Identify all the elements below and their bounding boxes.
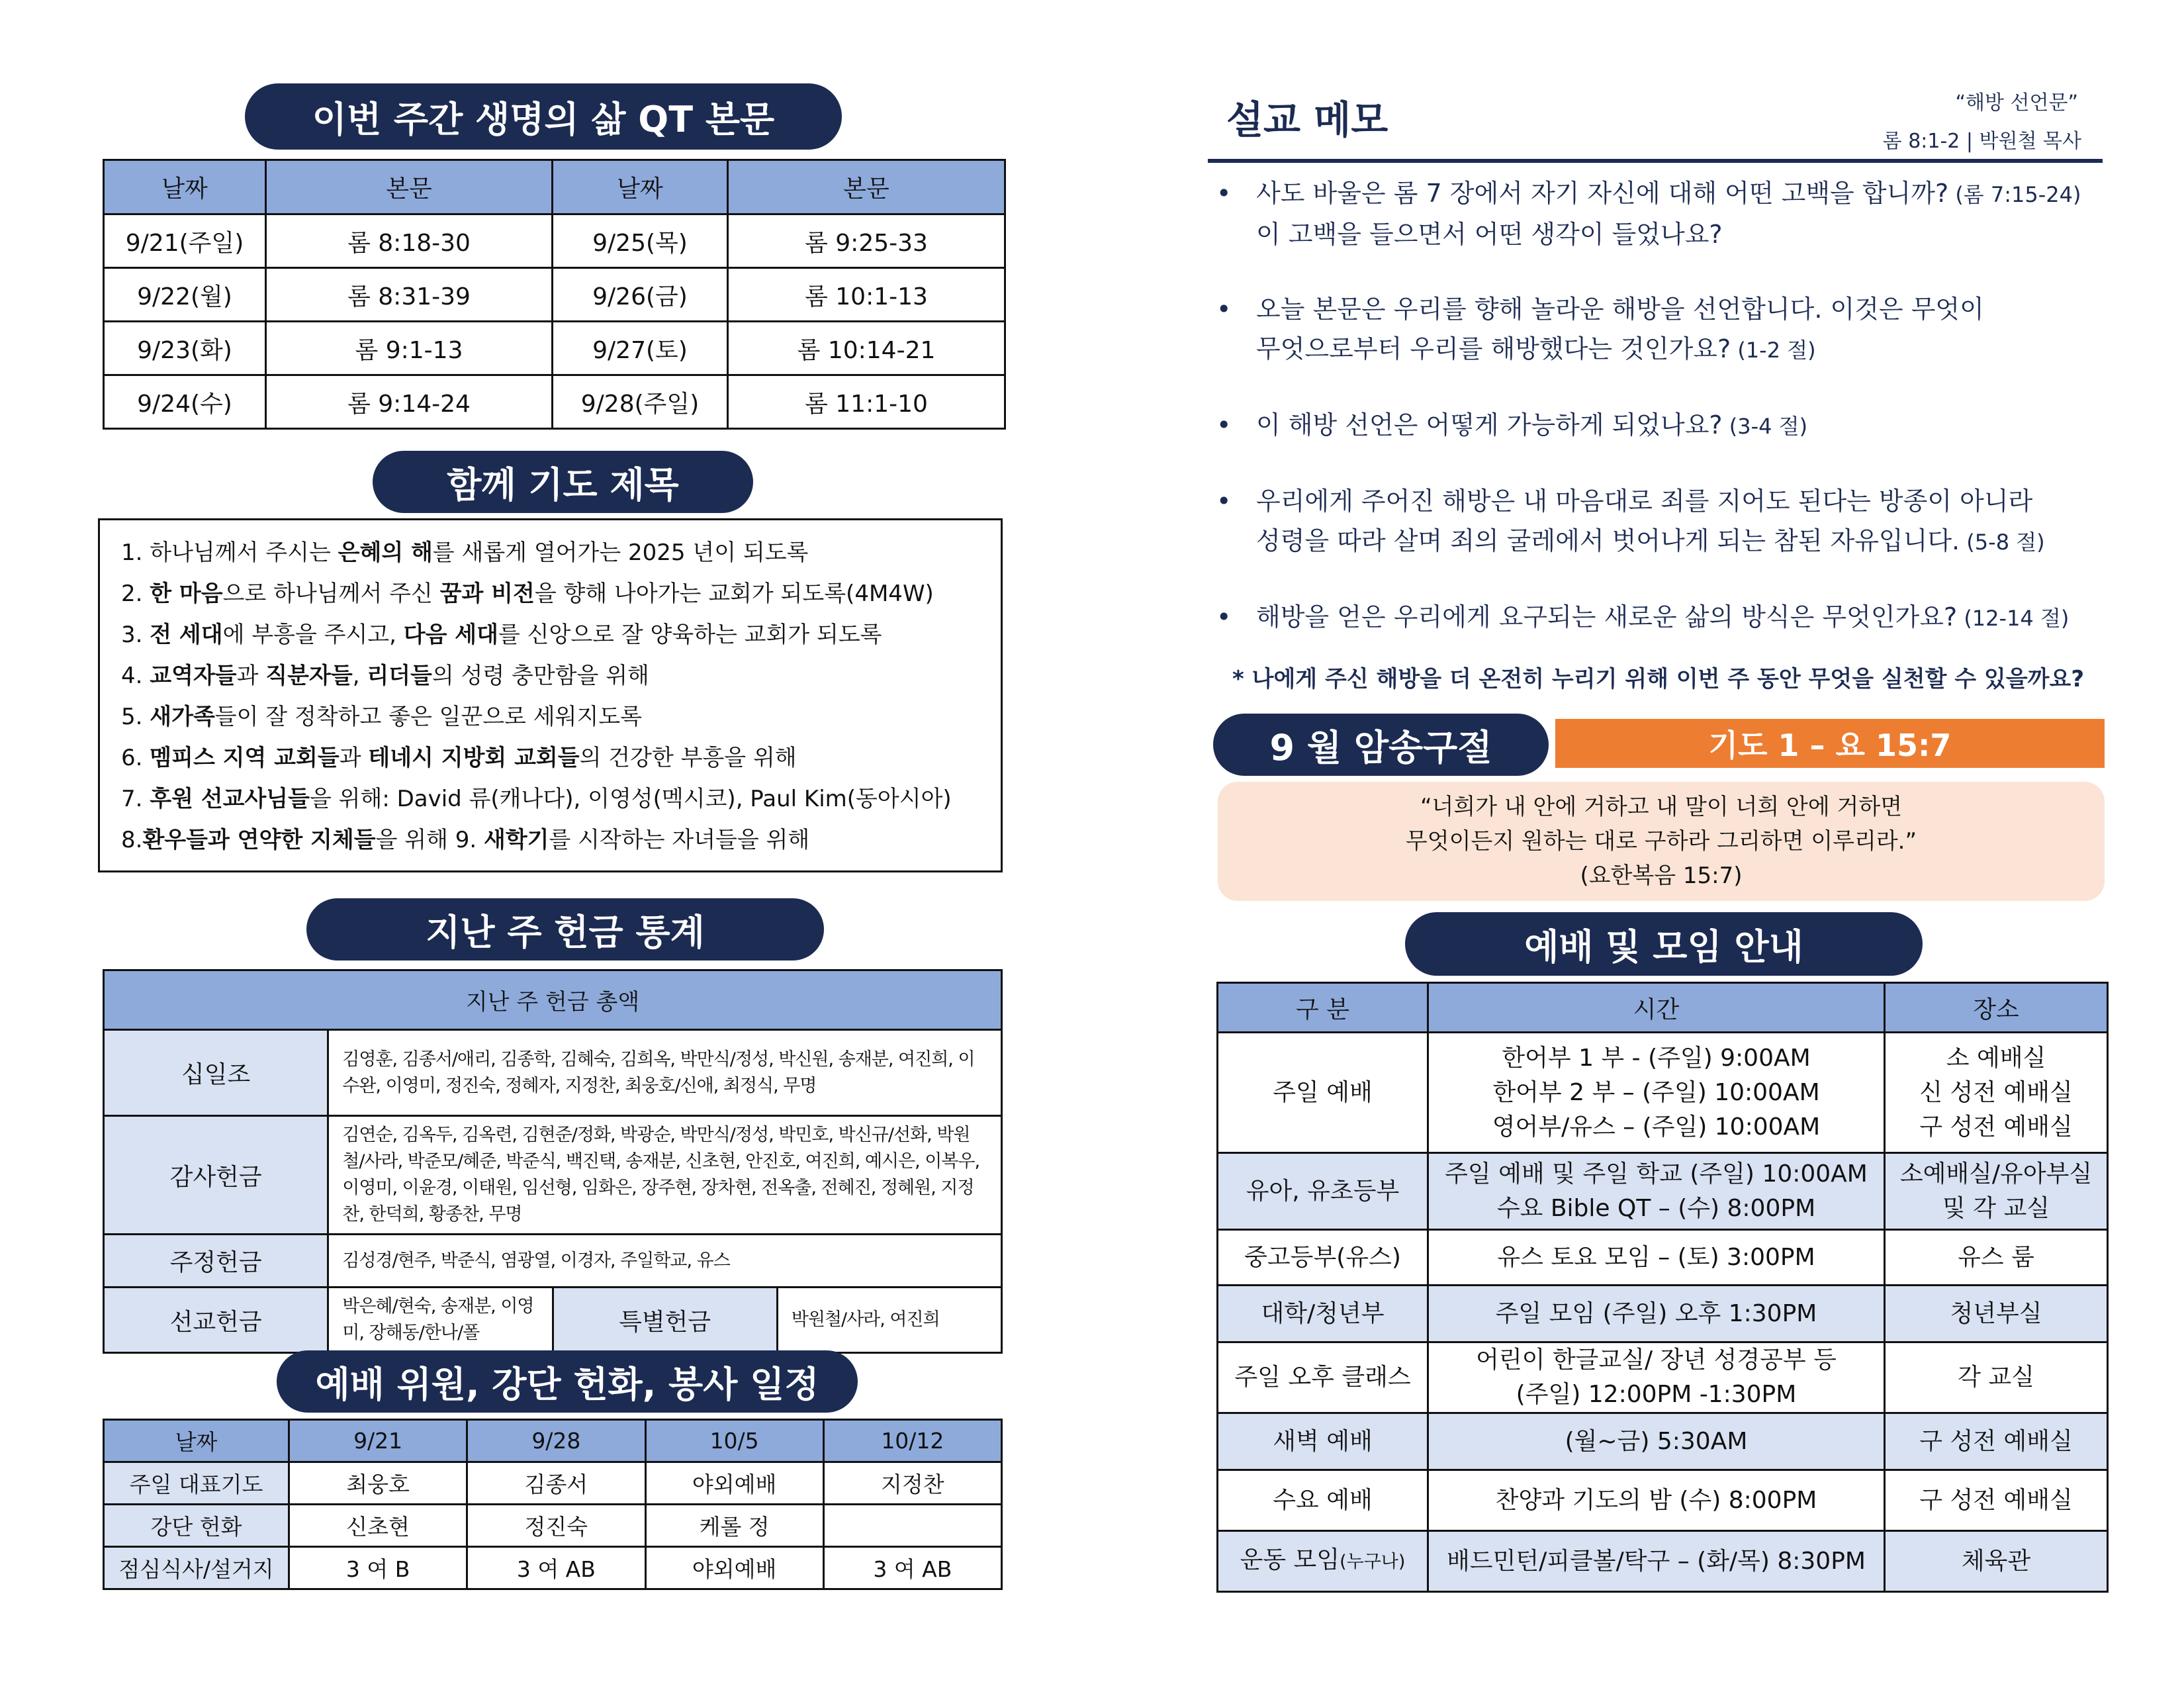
schedule-label: 주일 대표기도 [104,1462,289,1505]
service-time-line: 주일 예배 및 주일 학교 (주일) 10:00AM [1445,1160,1868,1188]
prayer-item: 1. 하나님께서 주시는 은혜의 해를 새롭게 열어가는 2025 년이 되도록 [121,539,809,566]
schedule-cell: 3 여 AB [823,1547,1001,1589]
service-time: 배드민턴/피클볼/탁구 – (화/목) 8:30PM [1428,1531,1885,1592]
qt-cell: 9/24(수) [104,375,266,429]
qt-cell: 9/28(주일) [553,375,728,429]
offering-table [103,969,1003,1354]
schedule-cell: 3 여 B [289,1547,467,1589]
list-item: • 오늘 본문은 우리를 향해 놀라운 해방을 선언합니다. 이것은 무엇이 무엇으로부터 우리를 해방했다는 것인가요? (1-2 절) [1216,289,2110,370]
schedule-cell: 야외예배 [645,1462,823,1505]
offering-title: 지난 주 헌금 통계 [306,898,824,961]
prayer-item: 8.환우들과 연약한 지체들을 위해 9. 새학기를 시작하는 자녀들을 위해 [121,827,810,853]
memory-verse-banner: 기도 1 – 요 15:7 [1555,719,2105,768]
service-time-line: 영어부/유스 – (주일) 10:00AM [1492,1113,1821,1141]
qt-cell: 롬 8:18-30 [266,214,553,268]
sermon-memo-title: 설교 메모 [1226,97,1388,142]
prayer-item: 2. 한 마음으로 하나님께서 주신 꿈과 비전을 향해 나아가는 교회가 되도록(4M4W) [121,581,934,607]
application-question: * 나에게 주신 해방을 더 온전히 누리기 위해 이번 주 동안 무엇을 실천할 수 있을까요? [1232,666,2085,692]
table-row [104,1116,1002,1235]
list-item: • 사도 바울은 롬 7 장에서 자기 자신에 대해 어떤 고백을 합니까? (롬 7:15-24) 이 고백을 들으면서 어떤 생각이 들었나요? [1216,173,2110,254]
schedule-cell: 최웅호 [289,1462,467,1505]
offering-names: 박원철/사라, 여진희 [777,1288,1001,1353]
services-header: 구 분 [1218,983,1428,1033]
offering-header: 지난 주 헌금 총액 [104,970,1002,1030]
service-place [1885,1033,2108,1153]
sermon-title: “해방 선언문” [1955,91,2078,115]
service-place: 체육관 [1885,1531,2108,1592]
list-item: • 이 해방 선언은 어떻게 가능하게 되었나요? (3-4 절) [1216,405,2110,446]
divider [1208,159,2103,163]
memory-verse-box [1218,782,2105,901]
prayer-item: 7. 후원 선교사님들을 위해: David 류(캐나다), 이영성(멕시코), Paul Kim(동아시아) [121,786,952,812]
offering-label: 십일조 [104,1030,328,1116]
service-name: 중고등부(유스) [1218,1230,1428,1286]
qt-cell: 롬 10:1-13 [728,268,1005,322]
table-row [104,1030,1002,1116]
prayer-item: 5. 새가족들이 잘 정착하고 좋은 일꾼으로 세워지도록 [121,704,643,730]
schedule-cell: 케롤 정 [645,1505,823,1547]
services-title: 예배 및 모임 안내 [1405,912,1923,976]
qt-header: 날짜 [553,160,728,214]
service-place: 청년부실 [1885,1286,2108,1342]
qt-cell: 롬 8:31-39 [266,268,553,322]
qt-cell: 9/23(화) [104,322,266,375]
table-row [1218,1413,2108,1470]
qt-title: 이번 주간 생명의 삶 QT 본문 [245,83,842,150]
qt-cell: 롬 10:14-21 [728,322,1005,375]
prayer-item: 3. 전 세대에 부흥을 주시고, 다음 세대를 신앙으로 잘 양육하는 교회가 되도록 [121,622,882,648]
schedule-header: 10/12 [823,1420,1001,1462]
service-time-line: 수요 Bible QT – (수) 8:00PM [1496,1194,1816,1222]
service-time-line: 어린이 한글교실/ 장년 성경공부 등 [1476,1346,1837,1374]
schedule-cell: 김종서 [467,1462,645,1505]
service-time: 주일 모임 (주일) 오후 1:30PM [1428,1286,1885,1342]
service-time: 유스 토요 모임 – (토) 3:00PM [1428,1230,1885,1286]
table-row [104,268,1005,322]
verse-reference: (요한복음 15:7) [1580,863,1743,889]
service-time [1428,1153,1885,1230]
table-row [1218,1531,2108,1592]
table-row [1218,1033,2108,1153]
service-place: 각 교실 [1885,1342,2108,1413]
table-row [1218,1470,2108,1531]
qt-cell: 9/27(토) [553,322,728,375]
schedule-cell: 지정찬 [823,1462,1001,1505]
list-item: • 우리에게 주어진 해방은 내 마음대로 죄를 지어도 된다는 방종이 아니라 성령을 따라 살며 죄의 굴레에서 벗어나게 되는 참된 자유입니다. (5-8 절) [1216,481,2110,562]
service-time-line: 한어부 2 부 – (주일) 10:00AM [1492,1078,1820,1106]
qt-cell: 롬 9:25-33 [728,214,1005,268]
qt-cell: 롬 9:1-13 [266,322,553,375]
service-place-line: 소예배실/유아부실 [1899,1160,2093,1188]
schedule-cell: 야외예배 [645,1547,823,1589]
service-name: 새벽 예배 [1218,1413,1428,1470]
table-row [104,1235,1002,1288]
offering-label: 특별헌금 [553,1288,777,1353]
schedule-cell: 3 여 AB [467,1547,645,1589]
offering-names: 박은혜/현숙, 송재분, 이영미, 장해동/한나/폴 [328,1288,553,1353]
schedule-header: 9/21 [289,1420,467,1462]
prayer-item: 4. 교역자들과 직분자들, 리더들의 성령 충만함을 위해 [121,663,649,689]
service-time: (월~금) 5:30AM [1428,1413,1885,1470]
table-row [104,1462,1002,1505]
memory-verse-title: 9 월 암송구절 [1213,714,1549,776]
service-time: 찬양과 기도의 밤 (수) 8:00PM [1428,1470,1885,1531]
sermon-passage: 롬 8:1-2 | 박원철 목사 [1882,130,2081,153]
prayer-title: 함께 기도 제목 [373,451,753,513]
service-time [1428,1033,1885,1153]
verse-line: “너희가 내 안에 거하고 내 말이 너희 안에 거하면 [1420,794,1903,820]
services-header: 장소 [1885,983,2108,1033]
offering-names: 김성경/현주, 박준식, 염광열, 이경자, 주일학교, 유스 [328,1235,1002,1288]
table-row [104,1288,1002,1353]
service-time-line: 한어부 1 부 - (주일) 9:00AM [1502,1044,1811,1072]
service-name: 수요 예배 [1218,1470,1428,1531]
service-place-line: 구 성전 예배실 [1919,1113,2073,1141]
list-item: • 해방을 얻은 우리에게 요구되는 새로운 삶의 방식은 무엇인가요? (12-14 절) [1216,597,2110,638]
table-row [104,1505,1002,1547]
prayer-list [98,518,1003,872]
service-place-line: 신 성전 예배실 [1919,1078,2073,1106]
service-name: 대학/청년부 [1218,1286,1428,1342]
service-place: 구 성전 예배실 [1885,1470,2108,1531]
table-row [104,214,1005,268]
service-name: 주일 오후 클래스 [1218,1342,1428,1413]
table-row [104,1547,1002,1589]
services-table [1216,982,2109,1593]
service-place-line: 및 각 교실 [1942,1194,2050,1222]
schedule-header: 9/28 [467,1420,645,1462]
prayer-item: 6. 멤피스 지역 교회들과 테네시 지방회 교회들의 건강한 부흥을 위해 [121,745,797,771]
service-name: 운동 모임(누구나) [1218,1531,1428,1592]
offering-names: 김영훈, 김종서/애리, 김종학, 김혜숙, 김희옥, 박만식/정성, 박신원, 송재분, 여진희, 이수완, 이영미, 정진숙, 정혜자, 지정찬, 최웅호/신애, 최정식, 무명 [328,1030,1002,1116]
qt-table [103,159,1006,430]
qt-header: 본문 [728,160,1005,214]
offering-label: 주정헌금 [104,1235,328,1288]
qt-cell: 롬 11:1-10 [728,375,1005,429]
qt-cell: 롬 9:14-24 [266,375,553,429]
table-row [104,322,1005,375]
qt-cell: 9/22(월) [104,268,266,322]
table-row [1218,1230,2108,1286]
service-place-line: 소 예배실 [1946,1044,2046,1072]
service-name: 주일 예배 [1218,1033,1428,1153]
services-header: 시간 [1428,983,1885,1033]
schedule-label: 강단 헌화 [104,1505,289,1547]
table-row [104,375,1005,429]
table-row [1218,1286,2108,1342]
schedule-header: 날짜 [104,1420,289,1462]
service-place [1885,1153,2108,1230]
qt-cell: 9/25(목) [553,214,728,268]
schedule-table [103,1419,1003,1590]
service-place: 구 성전 예배실 [1885,1413,2108,1470]
offering-label: 감사헌금 [104,1116,328,1235]
offering-label: 선교헌금 [104,1288,328,1353]
table-row [1218,1153,2108,1230]
qt-header: 본문 [266,160,553,214]
schedule-cell: 신초현 [289,1505,467,1547]
qt-header: 날짜 [104,160,266,214]
service-place: 유스 룸 [1885,1230,2108,1286]
schedule-cell [823,1505,1001,1547]
schedule-label: 점심식사/설거지 [104,1547,289,1589]
verse-line: 무엇이든지 원하는 대로 구하라 그리하면 이루리라.” [1405,828,1917,855]
schedule-cell: 정진숙 [467,1505,645,1547]
qt-cell: 9/21(주일) [104,214,266,268]
schedule-title: 예배 위원, 강단 헌화, 봉사 일정 [277,1350,858,1413]
service-name: 유아, 유초등부 [1218,1153,1428,1230]
service-time-line: (주일) 12:00PM -1:30PM [1516,1381,1797,1408]
service-time [1428,1342,1885,1413]
qt-cell: 9/26(금) [553,268,728,322]
offering-names: 김연순, 김옥두, 김옥련, 김현준/정화, 박광순, 박만식/정성, 박민호, 박신규/선화, 박원철/사라, 박준모/혜준, 박준식, 백진택, 송재분, 신초현, 안진호, 여진희, 예시은, 이복우, 이영미, 이윤경, 이태원, 임선형, 임화은, 장주현, 장차현, 전옥출, 전혜진, 정혜원, 지정찬, 한덕희, 황종찬, 무명 [328,1116,1002,1235]
schedule-header: 10/5 [645,1420,823,1462]
question-list [1216,173,2110,673]
table-row [1218,1342,2108,1413]
